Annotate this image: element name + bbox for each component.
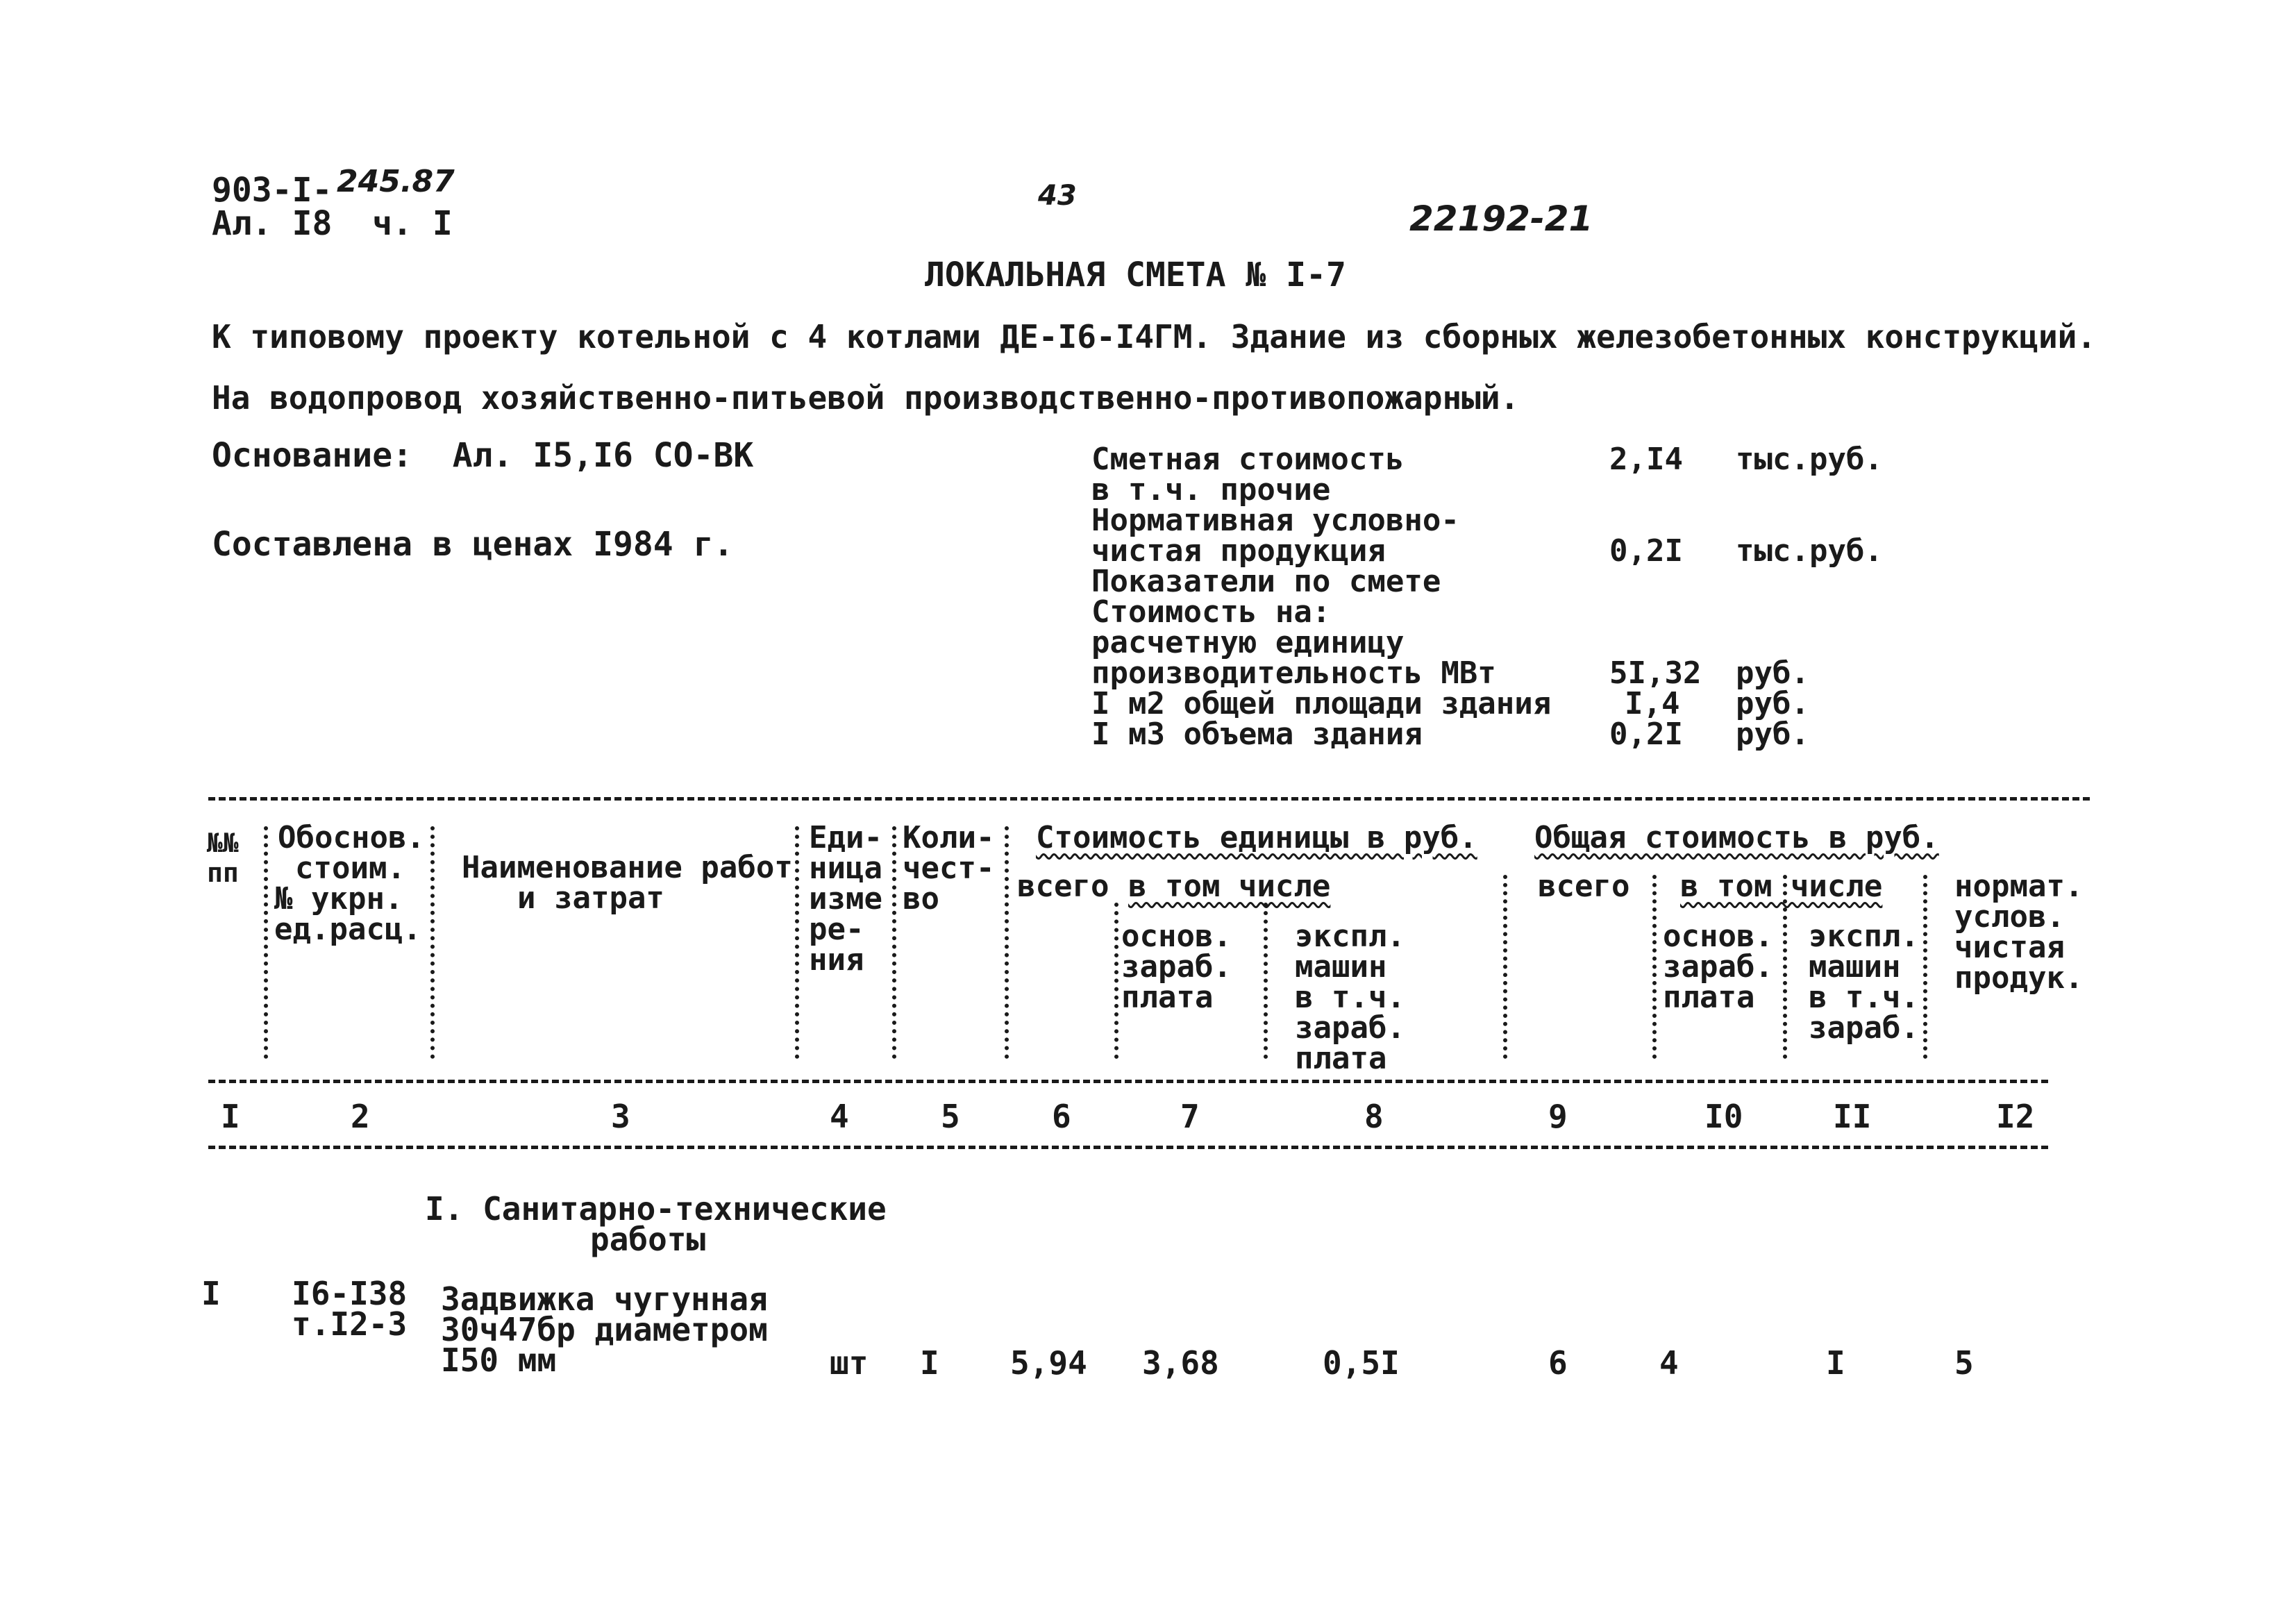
column-number: 7 [1180, 1098, 1200, 1135]
header-total-total: всего [1538, 869, 1630, 904]
basis-text: Основание: Ал. I5,I6 СО-ВК [212, 436, 754, 475]
summary-label: расчетную единицу [1091, 625, 1405, 660]
row-unit-machines: 0,5I [1323, 1344, 1400, 1382]
header-col-11: в т.ч. [1809, 980, 1919, 1015]
header-col-8: машин [1295, 949, 1387, 985]
summary-unit: руб. [1736, 655, 1809, 691]
header-col-1: №№ [207, 828, 239, 858]
header-col-12: продук. [1954, 960, 2084, 996]
column-number: 3 [611, 1098, 630, 1135]
column-separator [795, 826, 799, 1059]
row-total-wage: 4 [1659, 1344, 1679, 1382]
description-line-1: К типовому проекту котельной с 4 котлами ДЕ-I6-I4ГМ. Здание из сборных железобетонных конструкций. [212, 318, 2097, 355]
summary-unit: тыс.руб. [1736, 442, 1883, 477]
header-col-10: основ. [1663, 919, 1773, 954]
row-quantity: I [920, 1344, 939, 1382]
header-col-4: ния [809, 942, 864, 978]
summary-label: I м3 объема здания [1091, 717, 1423, 752]
row-total-machines: I [1826, 1344, 1845, 1382]
row-number: I [201, 1275, 221, 1312]
header-col-2: Обоснов. [278, 820, 425, 855]
summary-unit: тыс.руб. [1736, 533, 1883, 569]
summary-value: 5I,32 [1609, 655, 1702, 691]
column-separator [1005, 826, 1009, 1059]
header-col-3: и затрат [517, 880, 664, 916]
header-col-4: Еди- [809, 820, 882, 855]
header-col-4: ре- [809, 912, 864, 947]
header-col-11: экспл. [1809, 919, 1919, 954]
header-col-7: зараб. [1121, 949, 1232, 985]
summary-label: производительность МВт [1091, 655, 1496, 691]
description-line-2: На водопровод хозяйственно-питьевой производственно-противопожарный. [212, 379, 1520, 417]
header-col-10: зараб. [1663, 949, 1773, 985]
header-col-7: основ. [1121, 919, 1232, 954]
header-col-5: чест- [903, 851, 995, 886]
header-col-11: зараб. [1809, 1010, 1919, 1046]
header-col-1: пп [207, 857, 239, 888]
column-number: 2 [351, 1098, 370, 1135]
row-name: I50 мм [441, 1341, 557, 1379]
row-total: 6 [1548, 1344, 1568, 1382]
column-separator [1503, 875, 1507, 1059]
header-col-3: Наименование работ [462, 850, 793, 885]
header-col-7: плата [1121, 980, 1214, 1015]
summary-label: в т.ч. прочие [1091, 472, 1331, 508]
row-basis: т.I2-3 [292, 1305, 408, 1343]
price-level-text: Составлена в ценах I984 г. [212, 525, 734, 564]
row-name: 30ч47бр диаметром [441, 1311, 768, 1348]
header-unit-total: всего [1017, 869, 1109, 904]
section-title: работы [590, 1221, 706, 1258]
table-top-rule [208, 797, 2090, 801]
header-col-4: ница [809, 851, 882, 886]
header-unit-cost: Стоимость единицы в руб. [1036, 820, 1477, 855]
column-separator [1652, 875, 1657, 1059]
column-separator [1114, 903, 1118, 1059]
header-col-12: нормат. [1954, 869, 2084, 904]
summary-label: чистая продукция [1091, 533, 1386, 569]
header-col-5: во [903, 881, 939, 916]
row-unit: шт [830, 1344, 869, 1382]
project-code-handwritten: 245.87 [337, 164, 455, 199]
header-unit-incl: в том числе [1128, 869, 1331, 904]
column-number: I2 [1996, 1098, 2035, 1135]
column-number: 4 [830, 1098, 849, 1135]
column-number: I0 [1704, 1098, 1743, 1135]
summary-value: 0,2I [1609, 717, 1683, 752]
header-col-8: зараб. [1295, 1010, 1405, 1046]
page-title: ЛОКАЛЬНАЯ СМЕТА № I-7 [925, 256, 1346, 294]
row-norm-product: 5 [1954, 1344, 1974, 1382]
project-code: 903-I- [212, 171, 333, 210]
column-separator [892, 826, 896, 1059]
summary-value: 0,2I [1609, 533, 1683, 569]
header-col-5: Коли- [903, 820, 995, 855]
summary-value: I,4 [1625, 686, 1680, 721]
summary-unit: руб. [1736, 717, 1809, 752]
header-col-12: чистая [1954, 930, 2065, 965]
header-col-12: услов. [1954, 899, 2065, 935]
header-col-8: экспл. [1295, 919, 1405, 954]
summary-label: Сметная стоимость [1091, 442, 1405, 477]
summary-label: I м2 общей площади здания [1091, 686, 1552, 721]
header-col-2: № укрн. [274, 881, 403, 916]
header-col-8: плата [1295, 1041, 1387, 1076]
row-name: Задвижка чугунная [441, 1280, 768, 1318]
page-number: 43 [1038, 180, 1077, 212]
column-separator [1264, 903, 1268, 1059]
header-bottom-rule [208, 1080, 2048, 1083]
column-separator [1923, 875, 1927, 1059]
album-ref: Ал. I8 ч. I [212, 204, 453, 243]
column-separator [430, 826, 435, 1059]
header-col-4: изме [809, 881, 882, 916]
column-number: 9 [1548, 1098, 1568, 1135]
header-col-11: машин [1809, 949, 1901, 985]
column-number: 6 [1052, 1098, 1071, 1135]
column-number: 8 [1364, 1098, 1384, 1135]
column-number: I [221, 1098, 240, 1135]
row-unit-wage: 3,68 [1142, 1344, 1219, 1382]
header-col-8: в т.ч. [1295, 980, 1405, 1015]
column-separator [264, 826, 268, 1059]
document-number: 22192-21 [1409, 199, 1593, 239]
header-total-cost: Общая стоимость в руб. [1534, 820, 1939, 855]
summary-value: 2,I4 [1609, 442, 1683, 477]
section-title: I. Санитарно-технические [425, 1190, 887, 1228]
header-total-incl: в том числе [1680, 869, 1883, 904]
header-col-2: ед.расц. [274, 912, 421, 947]
column-number: 5 [941, 1098, 960, 1135]
summary-label: Показатели по смете [1091, 564, 1441, 599]
row-unit-total: 5,94 [1010, 1344, 1087, 1382]
column-numbers-bottom-rule [208, 1146, 2048, 1149]
column-number: II [1833, 1098, 1872, 1135]
header-col-2: стоим. [295, 851, 405, 886]
row-basis: I6-I38 [292, 1275, 408, 1312]
header-col-10: плата [1663, 980, 1755, 1015]
summary-label: Нормативная условно- [1091, 503, 1459, 538]
summary-unit: руб. [1736, 686, 1809, 721]
summary-label: Стоимость на: [1091, 594, 1331, 630]
